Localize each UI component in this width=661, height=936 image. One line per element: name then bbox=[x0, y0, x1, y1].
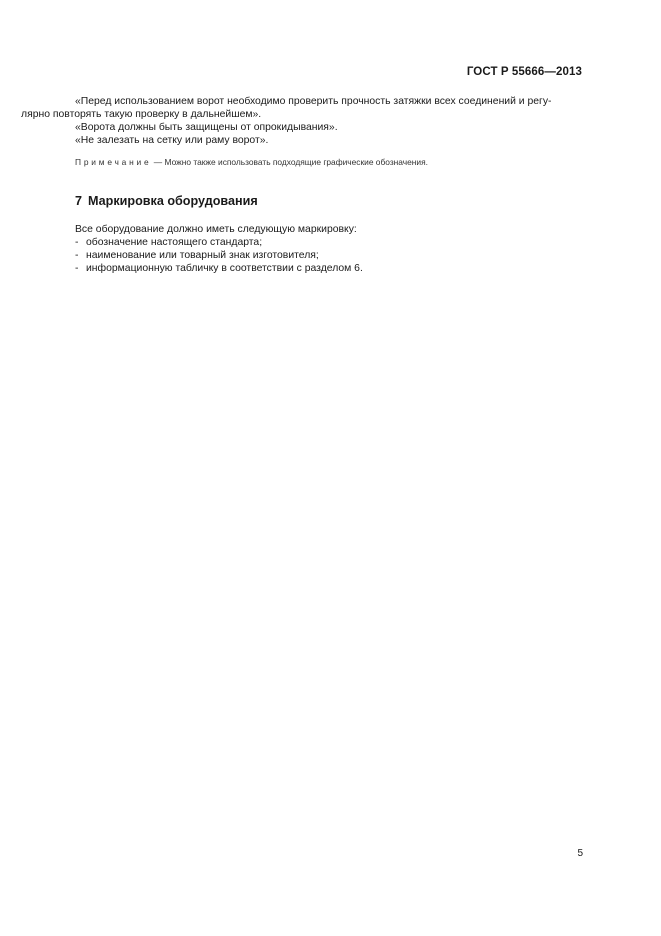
list-dash: - bbox=[75, 237, 79, 248]
list-dash: - bbox=[75, 263, 79, 274]
page-number: 5 bbox=[577, 848, 583, 859]
marking-requirements bbox=[75, 223, 363, 275]
section-number: 7 bbox=[75, 194, 83, 208]
list-item-text: обозначение настоящего стандарта; bbox=[86, 237, 263, 248]
list-dash: - bbox=[75, 250, 79, 261]
quote-tipping: «Ворота должны быть защищены от опрокидывания». bbox=[75, 122, 338, 133]
list-item-text: информационную табличку в соответствии с разделом 6. bbox=[86, 263, 363, 274]
note-block bbox=[75, 157, 428, 168]
warning-quotes-block bbox=[21, 95, 584, 147]
note-text: — Можно также использовать подходящие графические обозначения. bbox=[151, 157, 428, 167]
section-title: Маркировка оборудования bbox=[88, 194, 258, 208]
marking-list bbox=[75, 236, 363, 275]
section-heading bbox=[75, 194, 258, 208]
quote-climbing: «Не залезать на сетку или раму ворот». bbox=[75, 135, 269, 146]
quote-inspection bbox=[21, 95, 584, 121]
marking-intro: Все оборудование должно иметь следующую маркировку: bbox=[75, 224, 357, 235]
list-item bbox=[75, 249, 363, 262]
standard-code-header: ГОСТ Р 55666—2013 bbox=[466, 66, 582, 78]
quote-inspection-part1: «Перед использованием ворот необходимо проверить прочность затяжки всех соединений и регу- bbox=[75, 96, 552, 107]
list-item-text: наименование или товарный знак изготовителя; bbox=[86, 250, 319, 261]
note-label: Примечание bbox=[75, 157, 152, 167]
quote-inspection-part2: лярно повторять такую проверку в дальнейшем». bbox=[21, 109, 262, 120]
list-item bbox=[75, 236, 363, 249]
list-item bbox=[75, 262, 363, 275]
